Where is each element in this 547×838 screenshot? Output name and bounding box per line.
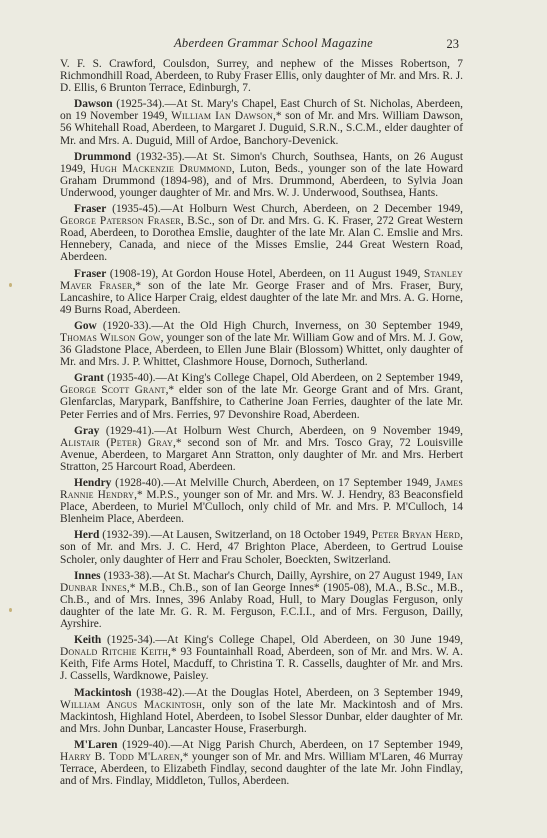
notice-drummond: Drummond (1932-35).—At St. Simon's Church, Southsea, Hants, on 26 August 1949, Hugh Mackenzie Drummond, Luton, Beds., younger son of the late Howard Graham Drummond (1894-98), and of Mrs. Drummond, Aberdeen, to Sylvia Joan Underwood, younger daughter of Mr. and Mrs. W. J. Underwood, Southsea, Hants. bbox=[60, 150, 463, 199]
notice-mlaren: M'Laren (1929-40).—At Nigg Parish Church, Aberdeen, on 17 September 1949, Harry B. Todd M'Laren,* younger son of Mr. and Mrs. William M'Laren, 46 Murray Terrace, Aberdeen, to Elizabeth Findlay, second daughter of the late Mr. John Findlay, and of Mrs. Findlay, Middleton, Tullos, Aberdeen. bbox=[60, 738, 464, 788]
notice-grant: Grant (1935-40).—At King's College Chapel, Old Aberdeen, on 2 September 1949, George Scott Grant,* elder son of the late Mr. George Grant and of Mrs. Grant, Glenfarclas, Marypark, Banffshire, to Catherine Joan Ferries, daughter of the late Mr. Peter Ferries and of Mrs. Ferries, 97 Devonshire Road, Aberdeen. bbox=[60, 372, 463, 421]
notice-fraser-2: Fraser (1908-19), At Gordon House Hotel, Aberdeen, on 11 August 1949, Stanley Maver Fraser,* son of the late Mr. George Fraser and of Mrs. Fraser, Bury, Lancashire, to Alice Harper Craig, eldest daughter of the late Mr. and Mrs. A. G. Horne, 49 Burns Road, Aberdeen. bbox=[60, 267, 464, 316]
page-number: 23 bbox=[446, 37, 459, 51]
surname: Drummond bbox=[74, 150, 131, 163]
margin-mark bbox=[9, 283, 12, 287]
surname: Grant bbox=[74, 372, 104, 385]
surname: Fraser bbox=[74, 203, 107, 216]
full-name: George Scott Grant bbox=[60, 384, 166, 397]
full-name: William Angus Mackintosh bbox=[60, 698, 203, 711]
surname: Gray bbox=[74, 424, 100, 437]
full-name: Hugh Mackenzie Drummond bbox=[90, 162, 232, 175]
full-name: Thomas Wilson Gow bbox=[60, 331, 161, 344]
full-name: Ian Dunbar Innes bbox=[60, 569, 463, 594]
notice-dawson: Dawson (1925-34).—At St. Mary's Chapel, East Church of St. Nicholas, Aberdeen, on 19 November 1949, William Ian Dawson,* son of Mr. and Mrs. William Dawson, 56 Whitehall Road, Aberdeen, to Margaret J. Duguid, S.R.N., S.C.M., elder daughter of Mr. and Mrs. A. Duguid, Mill of Ardoe, Banchory-Devenick. bbox=[60, 98, 463, 147]
full-name: James Rannie Hendry bbox=[60, 477, 463, 502]
surname: Gow bbox=[74, 319, 97, 332]
surname: Hendry bbox=[74, 477, 112, 489]
notice-continued: V. F. S. Crawford, Coulsdon, Surrey, and nephew of the Misses Robertson, 7 Richmondhill Road, Aberdeen, to Ruby Fraser Ellis, only daughter of Mr. and Mrs. R. J. D. Ellis, 6 Brunton Terrace, Edinburgh, 7. bbox=[60, 58, 463, 95]
full-name: William Ian Dawson bbox=[171, 110, 273, 123]
marriage-notices bbox=[60, 58, 463, 791]
running-title: Aberdeen Grammar School Magazine bbox=[173, 36, 374, 50]
notice-gow: Gow (1920-33).—At the Old High Church, Inverness, on 30 September 1949, Thomas Wilson Gow, younger son of the late Mr. William Gow and of Mrs. M. J. Gow, 36 Gladstone Place, Aberdeen, to Ellen June Blair (Blossom) Whittet, only daughter of Mr. and Mrs. J. P. Whittet, Clashmore House, Dornoch, Sutherland. bbox=[60, 319, 463, 369]
full-name: Peter Bryan Herd bbox=[371, 529, 461, 542]
full-name: Alistair (Peter) Gray bbox=[60, 436, 174, 449]
notice-hendry: Hendry (1928-40).—At Melville Church, Aberdeen, on 17 September 1949, James Rannie Hendry,* M.P.S., younger son of Mr. and Mrs. W. J. Hendry, 83 Beaconsfield Place, Aberdeen, to Muriel M'Culloch, only child of Mr. and Mrs. P. M'Culloch, 14 Blenheim Place, Aberdeen. bbox=[60, 477, 463, 526]
notice-herd: Herd (1932-39).—At Lausen, Switzerland, on 18 October 1949, Peter Bryan Herd, son of Mr. and Mrs. J. C. Herd, 47 Brighton Place, Aberdeen, to Gertrud Louise Scholer, only daughter of Herr and Frau Scholer, Boeckten, Switzerland. bbox=[60, 529, 463, 566]
surname: Mackintosh bbox=[74, 686, 132, 699]
notice-gray: Gray (1929-41).—At Holburn West Church, Aberdeen, on 9 November 1949, Alistair (Peter) Gray,* second son of Mr. and Mrs. Tosco Gray, 72 Louisville Avenue, Aberdeen, to Margaret Ann Stratton, only daughter of Mr. and Mrs. Herbert Stratton, 25 Harcourt Road, Aberdeen. bbox=[60, 424, 463, 473]
notice-innes: Innes (1933-38).—At St. Machar's Church, Dailly, Ayrshire, on 27 August 1949, Ian Dunbar Innes,* M.B., Ch.B., son of Ian George Innes* (1905-08), M.A., B.Sc., M.B., Ch.B., and of Mrs. Innes, 396 Anlaby Road, Hull, to Mary Douglas Ferguson, only daughter of the late Mr. G. R. M. Ferguson, F.C.I.I., and of Mrs. Ferguson, Dailly, Ayrshire. bbox=[60, 569, 463, 631]
notice-mackintosh: Mackintosh (1938-42).—At the Douglas Hotel, Aberdeen, on 3 September 1949, William Angus Mackintosh, only son of the late Mr. Mackintosh and of Mrs. Mackintosh, Highland Hotel, Aberdeen, to Isobel Slessor Dunbar, elder daughter of Mr. and Mrs. John Dunbar, Lancaster House, Fraserburgh. bbox=[60, 686, 463, 735]
surname: Innes bbox=[74, 569, 101, 582]
full-name: Harry B. Todd M'Laren bbox=[60, 750, 180, 763]
surname: Keith bbox=[74, 634, 102, 647]
full-name: George Paterson Fraser bbox=[60, 215, 181, 228]
full-name: Donald Ritchie Keith bbox=[60, 646, 169, 659]
margin-mark bbox=[9, 608, 12, 612]
notice-keith: Keith (1925-34).—At King's College Chapel, Old Aberdeen, on 30 June 1949, Donald Ritchie Keith,* 93 Fountainhall Road, Aberdeen, son of Mr. and Mrs. W. A. Keith, Fife Arms Hotel, Macduff, to Christina T. R. Cassells, daughter of Mr. and Mrs. J. Cassells, Wardknowe, Paisley. bbox=[60, 634, 463, 683]
surname: Herd bbox=[74, 529, 100, 542]
surname: Dawson bbox=[74, 98, 113, 111]
notice-fraser-1: Fraser (1935-45).—At Holburn West Church, Aberdeen, on 2 December 1949, George Paterson Fraser, B.Sc., son of Dr. and Mrs. G. K. Fraser, 272 Great Western Road, Aberdeen, to Dorothea Emslie, daughter of the late Mr. Alan C. Emslie and Mrs. Hennebery, Canada, and niece of the Misses Emslie, 244 Great Western Road, Aberdeen. bbox=[60, 203, 463, 264]
surname: Fraser bbox=[74, 267, 107, 280]
full-name: Stanley Maver Fraser bbox=[60, 267, 463, 292]
surname: M'Laren bbox=[74, 738, 118, 751]
